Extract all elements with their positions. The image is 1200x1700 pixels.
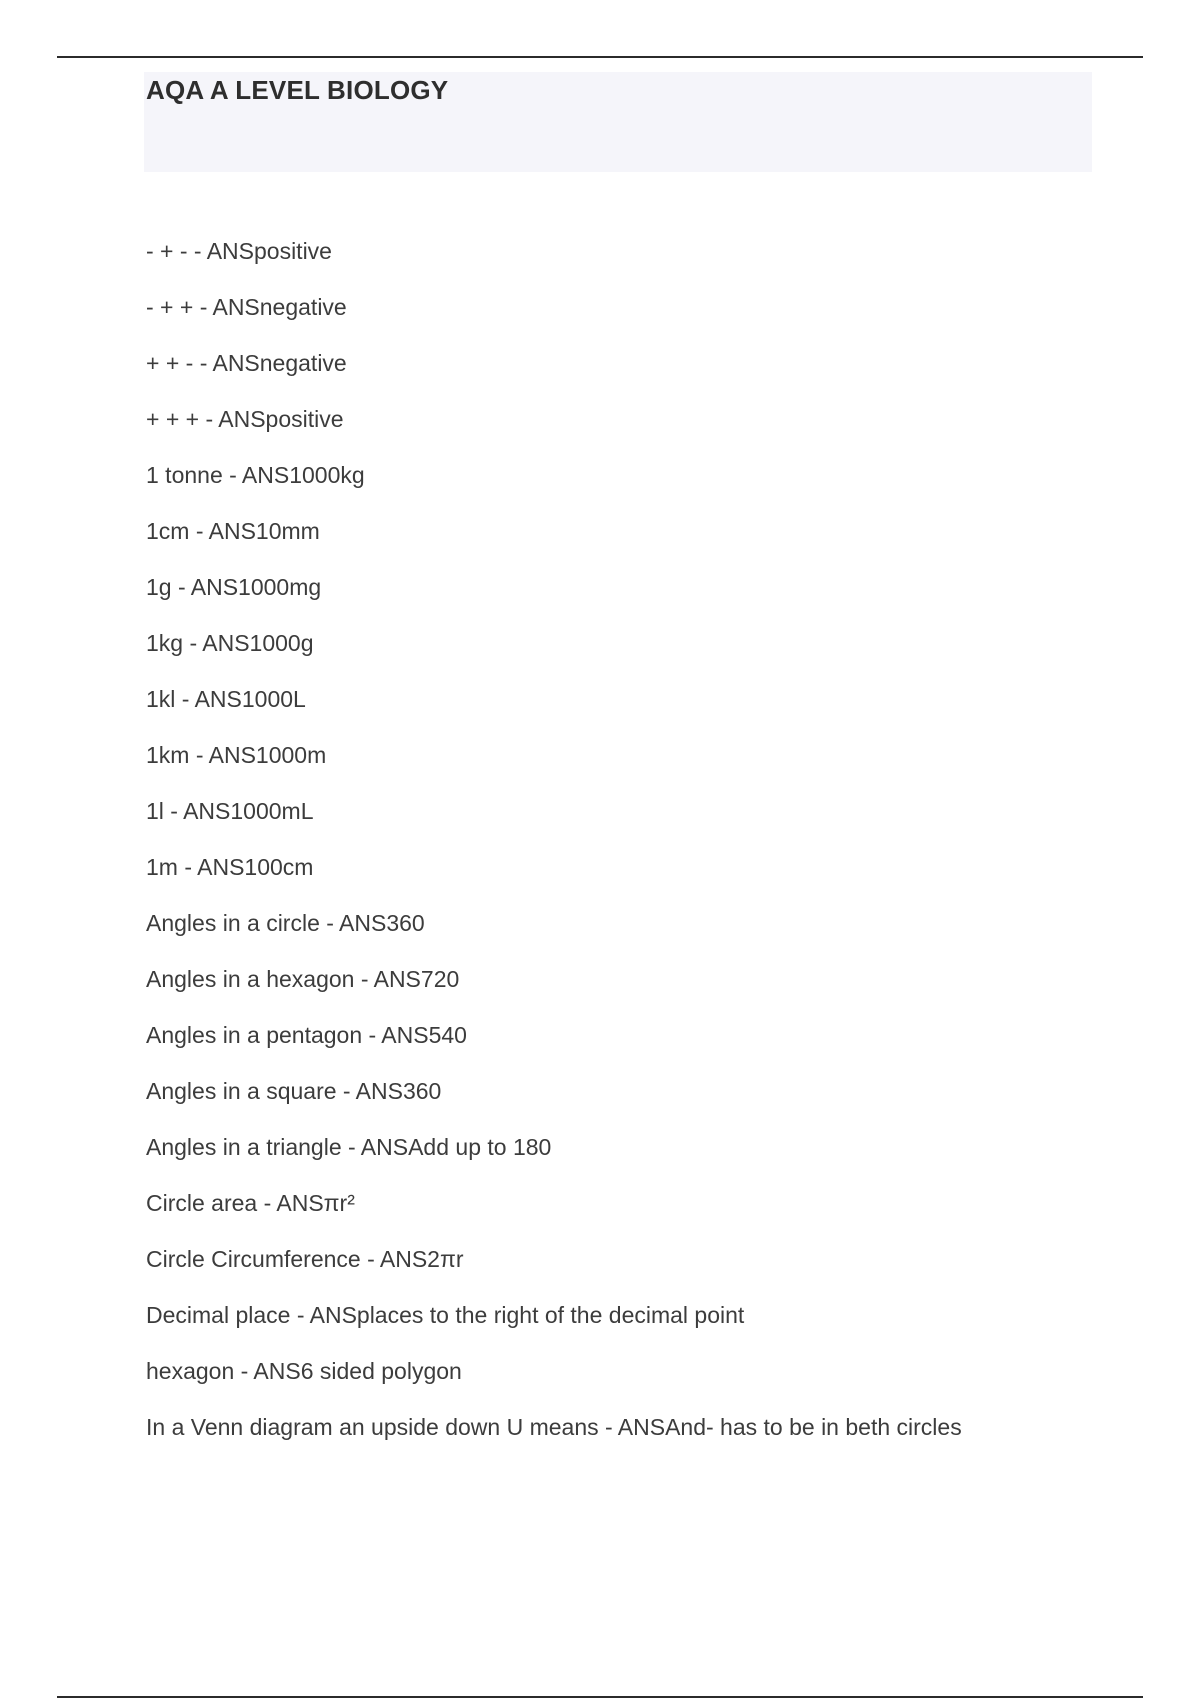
qa-item: 1kg - ANS1000g — [146, 630, 314, 656]
qa-item: Angles in a pentagon - ANS540 — [146, 1022, 467, 1048]
qa-item: 1cm - ANS10mm — [146, 518, 320, 544]
top-rule — [57, 56, 1143, 58]
qa-item: 1l - ANS1000mL — [146, 798, 314, 824]
qa-item: 1g - ANS1000mg — [146, 574, 322, 600]
qa-item: 1 tonne - ANS1000kg — [146, 462, 365, 488]
qa-item: - + + - ANSnegative — [146, 294, 347, 320]
qa-item: Angles in a square - ANS360 — [146, 1078, 442, 1104]
qa-item: Circle Circumference - ANS2πr — [146, 1246, 464, 1272]
qa-item: 1km - ANS1000m — [146, 742, 327, 768]
bottom-rule — [57, 1696, 1143, 1698]
qa-item: Angles in a hexagon - ANS720 — [146, 966, 460, 992]
title-block — [144, 72, 1092, 172]
qa-item: Angles in a circle - ANS360 — [146, 910, 425, 936]
qa-item: hexagon - ANS6 sided polygon — [146, 1358, 462, 1384]
document-title: AQA A LEVEL BIOLOGY — [146, 75, 449, 105]
qa-item: + + - - ANSnegative — [146, 350, 347, 376]
qa-item: Angles in a triangle - ANSAdd up to 180 — [146, 1134, 552, 1160]
qa-item: Decimal place - ANSplaces to the right of the decimal point — [146, 1302, 745, 1328]
qa-item: 1m - ANS100cm — [146, 854, 314, 880]
qa-item: + + + - ANSpositive — [146, 406, 344, 432]
qa-item: Circle area - ANSπr² — [146, 1190, 355, 1216]
question-answer-list — [146, 238, 962, 1470]
qa-item: 1kl - ANS1000L — [146, 686, 306, 712]
qa-item: In a Venn diagram an upside down U means - ANSAnd- has to be in beth circles — [146, 1414, 962, 1440]
qa-item: - + - - ANSpositive — [146, 238, 332, 264]
